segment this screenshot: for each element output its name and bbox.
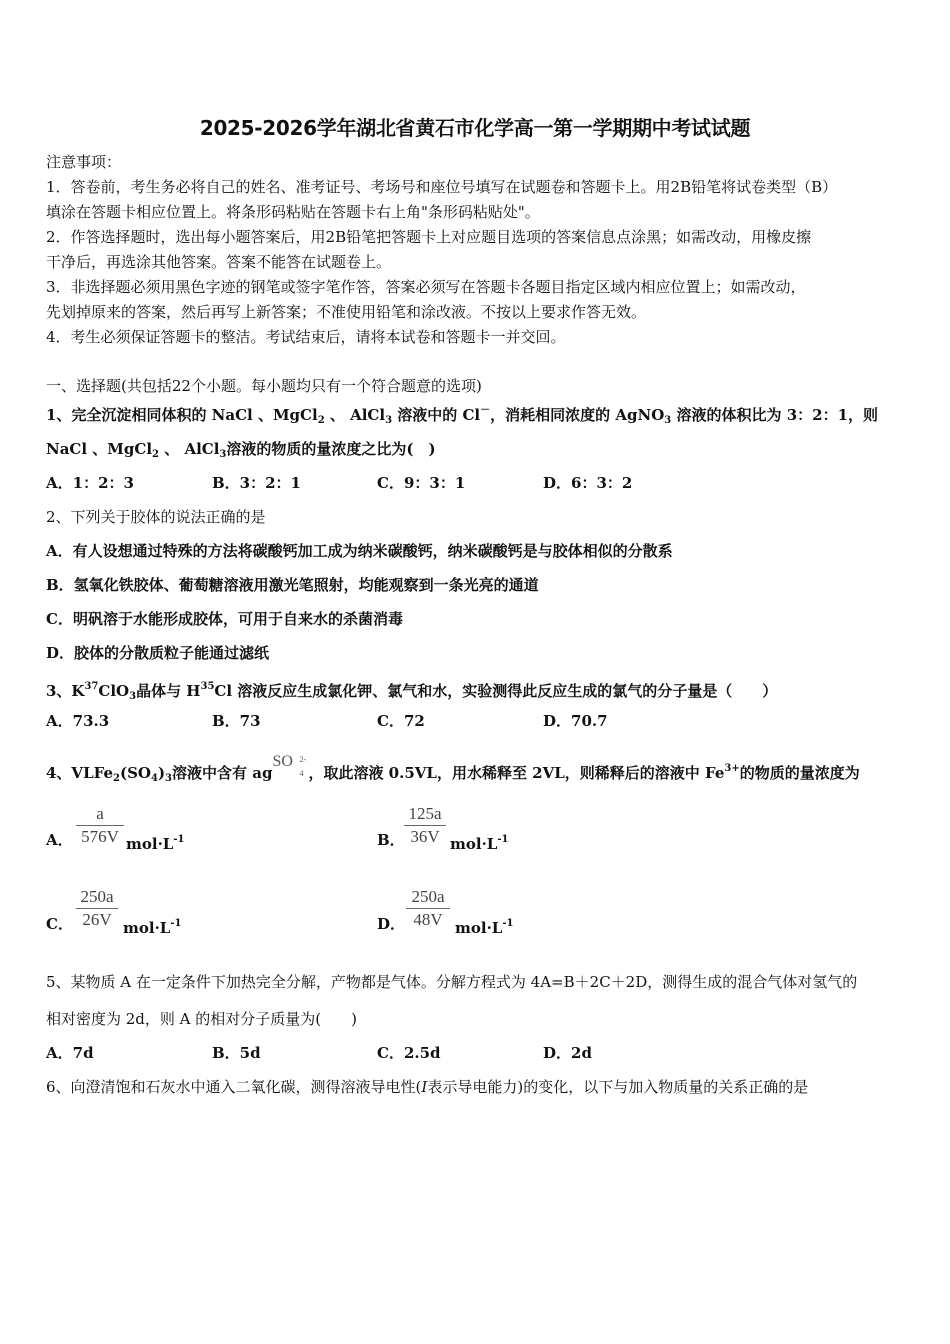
sulfate-ion-formula: SO 2- 4 <box>272 753 307 778</box>
q1-option-b[interactable]: B．3：2：1 <box>212 474 301 492</box>
q4-option-a-fraction: a 576V <box>76 804 124 847</box>
section-heading: 一、选择题(共包括22个小题。每小题均只有一个符合题意的选项) <box>46 377 482 395</box>
q4-option-c-unit: $mol\cdot L^{-1}$ <box>123 918 182 937</box>
page-title: 2025-2026学年湖北省黄石市化学高一第一学期期中考试试题 <box>199 116 751 140</box>
q4-option-a-label[interactable]: A． <box>46 831 73 849</box>
q4-option-b-unit: $mol\cdot L^{-1}$ <box>450 834 509 853</box>
notice-line: 1．答卷前，考生务必将自己的姓名、准考证号、考场号和座位号填写在试题卷和答题卡上。用2B铅笔将试卷类型（B） <box>46 178 838 196</box>
q4-option-a-unit: $mol\cdot L^{-1}$ <box>126 834 185 853</box>
q3-option-c[interactable]: C．72 <box>377 712 425 730</box>
q5-option-a[interactable]: A．7d <box>46 1044 94 1062</box>
q3-option-b[interactable]: B．73 <box>212 712 261 730</box>
question-5-stem: 5、某物质 A 在一定条件下加热完全分解，产物都是气体。分解方程式为 4A=B＋2C＋2D，测得生成的混合气体对氢气的 <box>46 973 858 991</box>
q2-option-d[interactable]: D．胶体的分散质粒子能通过滤纸 <box>46 644 270 662</box>
question-6-stem: 6、向澄清饱和石灰水中通入二氧化碳，测得溶液导电性(I表示导电能力)的变化，以下与加入物质量的关系正确的是 <box>46 1078 809 1096</box>
question-5-stem-cont: 相对密度为 2d，则 A 的相对分子质量为( ) <box>46 1010 357 1028</box>
question-2-stem: 2、下列关于胶体的说法正确的是 <box>46 508 266 526</box>
q4-option-c-fraction: 250a 26V <box>76 887 118 930</box>
q4-option-d-fraction: 250a 48V <box>406 887 450 930</box>
q4-option-b-label[interactable]: B． <box>377 831 405 849</box>
notice-heading: 注意事项： <box>46 153 122 171</box>
q5-option-d[interactable]: D．2d <box>543 1044 592 1062</box>
q2-option-a[interactable]: A．有人设想通过特殊的方法将碳酸钙加工成为纳米碳酸钙，纳米碳酸钙是与胶体相似的分散系 <box>46 542 673 560</box>
notice-line: 3．非选择题必须用黑色字迹的钢笔或签字笔作答，答案必须写在答题卡各题目指定区域内相应位置上；如需改动， <box>46 278 806 296</box>
notice-line: 干净后，再选涂其他答案。答案不能答在试题卷上。 <box>46 253 392 271</box>
q4-option-b-fraction: 125a 36V <box>404 804 446 847</box>
q1-option-d[interactable]: D．6：3：2 <box>543 474 633 492</box>
notice-line: 填涂在答题卡相应位置上。将条形码粘贴在答题卡右上角"条形码粘贴处"。 <box>46 203 540 221</box>
q3-option-d[interactable]: D．70.7 <box>543 712 608 730</box>
q4-option-d-label[interactable]: D． <box>377 915 406 933</box>
q3-option-a[interactable]: A．73.3 <box>46 712 110 730</box>
question-1-stem-cont: NaCl 、MgCl$_2$ 、 AlCl$_3$溶液的物质的量浓度之比为( ) <box>46 440 436 460</box>
q2-option-c[interactable]: C．明矾溶于水能形成胶体，可用于自来水的杀菌消毒 <box>46 610 403 628</box>
question-1-stem: 1、完全沉淀相同体积的 NaCl 、MgCl$_2$ 、 AlCl$_3$ 溶液中的 Cl－，消耗相同浓度的 AgNO$_3$ 溶液的体积比为 3：2：1，则 <box>46 405 879 426</box>
question-3-stem: 3、$K^{37}ClO_3$晶体与 $H^{35}Cl$ 溶液反应生成氯化钾、氯气和水，实验测得此反应生成的氯气的分子量是（ ） <box>46 681 778 702</box>
notice-line: 先划掉原来的答案，然后再写上新答案；不准使用铅笔和涂改液。不按以上要求作答无效。 <box>46 303 647 321</box>
q1-option-a[interactable]: A．1：2：3 <box>46 474 134 492</box>
question-4-stem: 4、$VLFe_2(SO_4)_3$溶液中含有 ag SO 2- 4 ，取此溶液 0.5VL，用水稀释至 2VL，则稀释后的溶液中 $Fe^{3+}$的物质的量浓度为 <box>46 753 860 784</box>
q1-option-c[interactable]: C．9：3：1 <box>377 474 466 492</box>
q5-option-c[interactable]: C．2.5d <box>377 1044 441 1062</box>
notice-line: 2．作答选择题时，选出每小题答案后，用2B铅笔把答题卡上对应题目选项的答案信息点涂黑；如需改动，用橡皮擦 <box>46 228 812 246</box>
q4-option-c-label[interactable]: C． <box>46 915 73 933</box>
q2-option-b[interactable]: B．氢氧化铁胶体、葡萄糖溶液用激光笔照射，均能观察到一条光亮的通道 <box>46 576 539 594</box>
q5-option-b[interactable]: B．5d <box>212 1044 261 1062</box>
q4-option-d-unit: $mol\cdot L^{-1}$ <box>455 918 514 937</box>
notice-line: 4．考生必须保证答题卡的整洁。考试结束后，请将本试卷和答题卡一并交回。 <box>46 328 566 346</box>
